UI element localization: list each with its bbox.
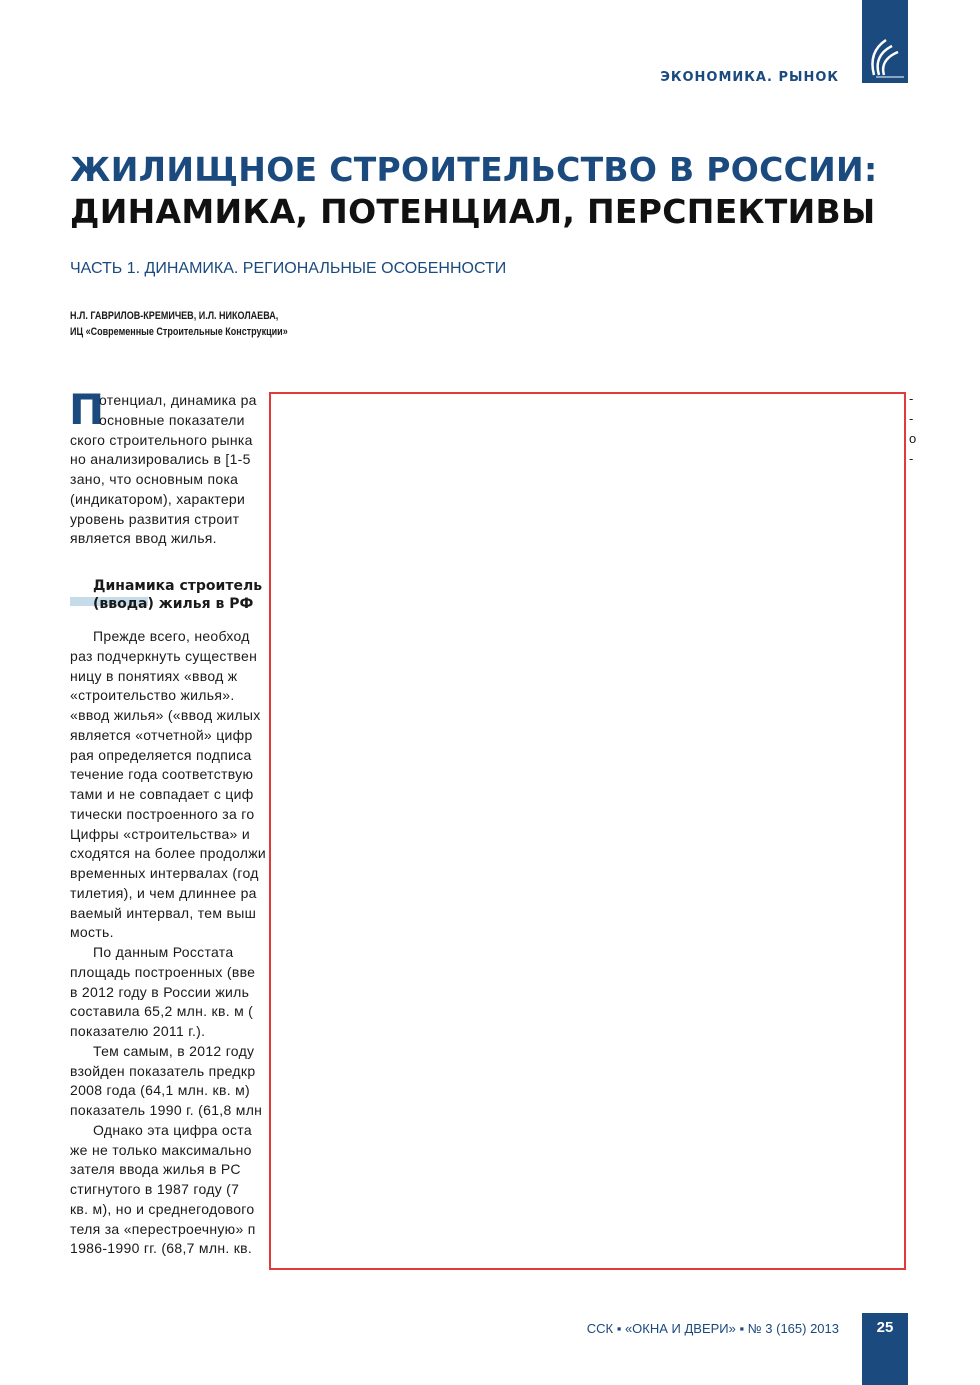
text-line: стигнутого в 1987 году (7 — [70, 1181, 240, 1197]
intro-paragraph — [69, 385, 270, 549]
authors: Н.Л. ГАВРИЛОВ-КРЕМИЧЕВ, И.Л. НИКОЛАЕВА, — [70, 310, 279, 322]
text-line: рая определяется подписа — [70, 746, 252, 763]
text-line: Прежде всего, необход — [93, 628, 250, 644]
text-line: кв. м), но и среднегодового — [70, 1200, 255, 1217]
text-line: показателю 2011 г.). — [70, 1023, 206, 1039]
text-line: показатель 1990 г. (61,8 млн — [70, 1102, 263, 1118]
text-line: Однако эта цифра оста — [93, 1121, 252, 1138]
text-line: раз подчеркнуть существен — [70, 647, 258, 664]
drop-cap: П — [69, 385, 105, 434]
text-line: же не только максимально — [70, 1141, 252, 1158]
section-label: ЭКОНОМИКА. РЫНОК — [660, 70, 839, 85]
text-line: является «отчетной» цифр — [70, 726, 253, 743]
edge-char: - — [909, 411, 914, 426]
edge-char: о — [909, 431, 917, 446]
text-line: в 2012 году в России жиль — [70, 983, 250, 1000]
text-line: отенциал, динамика ра — [99, 392, 257, 408]
edge-char: - — [909, 451, 914, 466]
section-tab — [862, 0, 908, 83]
text-line: «строительство жилья». — [70, 687, 235, 704]
text-line: взойден показатель предкр — [70, 1062, 256, 1079]
text-line: ского строительного рынка — [70, 431, 253, 448]
text-line: Тем самым, в 2012 году — [93, 1042, 255, 1059]
text-line: (индикатором), характери — [70, 490, 246, 507]
text-line: является ввод жилья. — [70, 530, 217, 547]
highlight-region — [269, 392, 906, 1270]
article-title-line2: ДИНАМИКА, ПОТЕНЦИАЛ, ПЕРСПЕКТИВЫ — [70, 192, 876, 231]
author-organization: ИЦ «Современные Строительные Конструкции» — [70, 326, 288, 338]
text-line: сходятся на более продолжи — [70, 845, 266, 862]
text-line: тилетия), и чем длиннее ра — [70, 884, 257, 901]
text-line: временных интервалах (год — [70, 865, 259, 881]
text-line: зателя ввода жилья в РС — [70, 1161, 241, 1178]
text-line: мость. — [70, 924, 114, 941]
article-title-line1: ЖИЛИЩНОЕ СТРОИТЕЛЬСТВО В РОССИИ: — [70, 150, 878, 189]
text-line: площадь построенных (вве — [70, 963, 256, 980]
text-line: теля за «перестроечную» п — [70, 1220, 256, 1237]
text-line: составила 65,2 млн. кв. м ( — [70, 1003, 254, 1020]
text-line: зано, что основным пока — [70, 471, 239, 487]
article-subtitle: ЧАСТЬ 1. ДИНАМИКА. РЕГИОНАЛЬНЫЕ ОСОБЕННОСТИ — [70, 260, 507, 277]
text-line: тически построенного за го — [70, 805, 255, 822]
text-line: 2008 года (64,1 млн. кв. м) — [70, 1082, 250, 1099]
text-line: 1986-1990 гг. (68,7 млн. кв. — [70, 1240, 253, 1257]
text-line: тами и не совпадает с циф — [70, 786, 254, 802]
page-number: 25 — [876, 1319, 894, 1336]
text-line: По данным Росстата — [93, 944, 234, 960]
footer-journal-info: ССК ▪ «ОКНА И ДВЕРИ» ▪ № 3 (165) 2013 — [586, 1321, 839, 1336]
text-line: но анализировались в [1-5 — [70, 451, 251, 468]
journal-logo-icon — [862, 0, 908, 83]
text-line: Цифры «строительства» и — [70, 825, 250, 842]
text-line: основные показатели — [99, 411, 245, 428]
body-text — [70, 627, 270, 1259]
edge-char: - — [909, 391, 914, 406]
text-line: ваемый интервал, тем выш — [70, 904, 257, 921]
text-line: течение года соответствую — [70, 766, 254, 783]
text-line: ницу в понятиях «ввод ж — [70, 667, 238, 684]
section-heading-line2: (ввода) жилья в РФ — [93, 596, 254, 612]
text-line: уровень развития строит — [70, 510, 240, 527]
section-heading-line1: Динамика строитель — [93, 578, 263, 594]
text-line: «ввод жилья» («ввод жилых — [70, 707, 261, 723]
